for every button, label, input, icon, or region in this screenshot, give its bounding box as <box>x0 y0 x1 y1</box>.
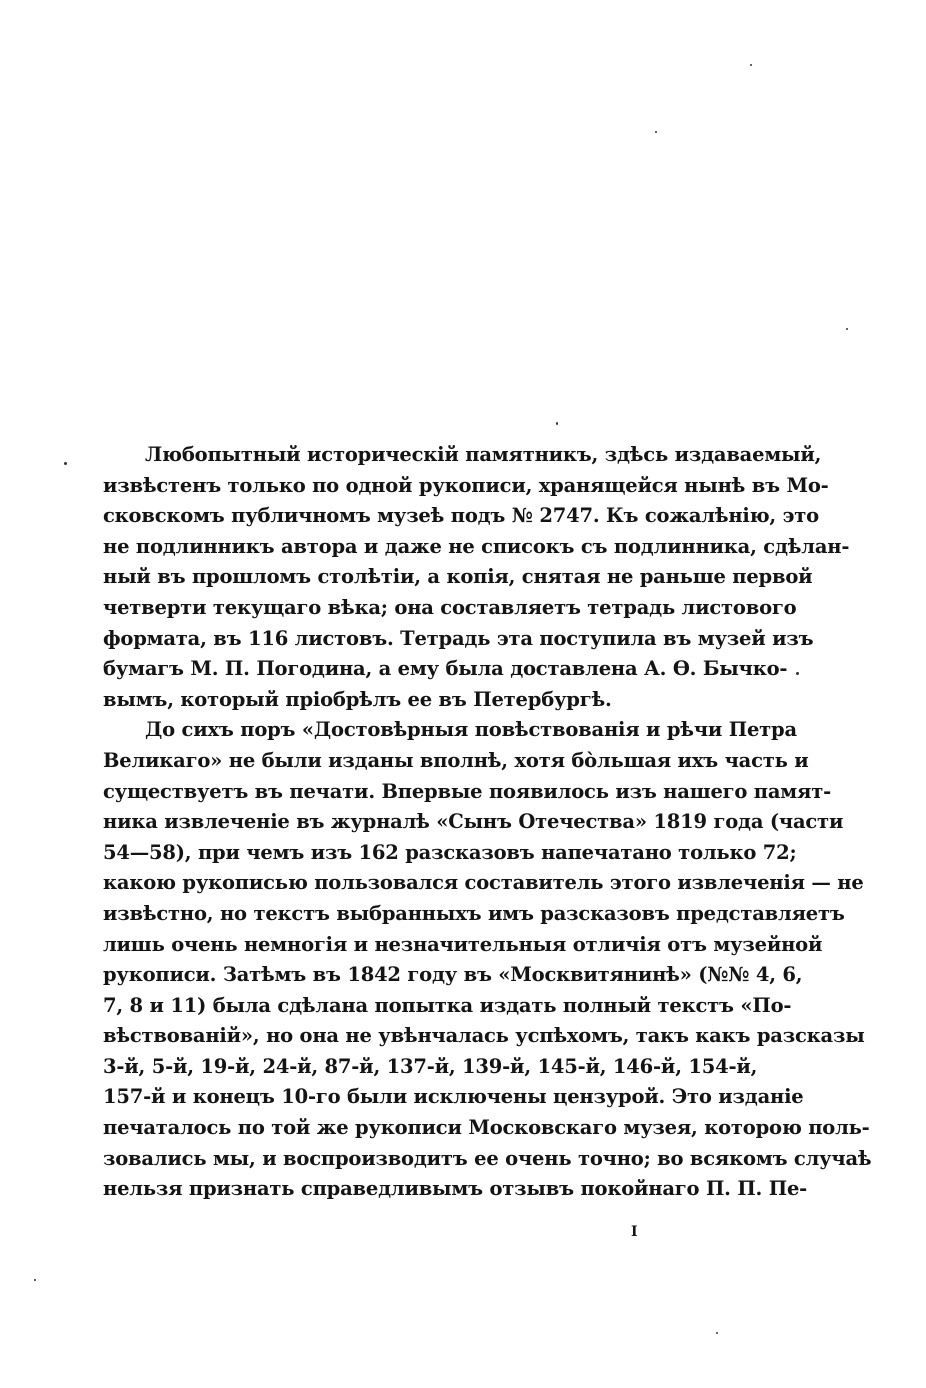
scan-speck <box>64 462 67 465</box>
text-line: лишь очень немногія и незначительныя отличія отъ музейной <box>103 932 823 956</box>
text-line: 157-й и конецъ 10-го были исключены цензурой. Это изданіе <box>103 1085 804 1109</box>
scan-speck <box>796 672 799 675</box>
signature-mark: I <box>631 1224 638 1240</box>
text-line: 3-й, 5-й, 19-й, 24-й, 87-й, 137-й, 139-й, 145-й, 146-й, 154-й, <box>103 1054 758 1078</box>
text-line: вымъ, который пріобрѣлъ ее въ Петербургѣ. <box>103 687 612 711</box>
text-line: сковскомъ публичномъ музеѣ подъ № 2747. Къ сожалѣнію, это <box>103 504 819 528</box>
text-line: извѣстенъ только по одной рукописи, хранящейся нынѣ въ Мо- <box>103 473 829 497</box>
text-line: формата, въ 116 листовъ. Тетрадь эта поступила въ музей изъ <box>103 626 814 650</box>
scan-speck <box>750 64 752 66</box>
text-line: Великаго» не были изданы вполнѣ, хотя бо̀льшая ихъ часть и <box>103 748 809 772</box>
text-line: ника извлеченіе въ журналѣ «Сынъ Отечества» 1819 года (части <box>103 810 844 834</box>
paragraph-2 <box>103 715 872 1205</box>
text-line: четверти текущаго вѣка; она составляетъ тетрадь листового <box>103 595 797 619</box>
text-line: бумагъ М. П. Погодина, а ему была доставлена А. Ѳ. Бычко- <box>103 657 788 681</box>
text-line: извѣстно, но текстъ выбранныхъ имъ разсказовъ представляетъ <box>103 901 845 925</box>
text-line: Любопытный историческій памятникъ, здѣсь издаваемый, <box>145 443 822 466</box>
paragraph-1 <box>103 440 850 715</box>
text-line: печаталось по той же рукописи Московскаго музея, которою поль- <box>103 1116 870 1140</box>
text-line: нельзя признать справедливымъ отзывъ покойнаго П. П. Пе- <box>103 1177 808 1201</box>
scan-speck <box>655 131 657 133</box>
text-line: не подлинникъ автора и даже не списокъ съ подлинника, сдѣлан- <box>103 534 850 558</box>
text-line: 7, 8 и 11) была сдѣлана попытка издать полный текстъ «По- <box>103 993 792 1017</box>
body-text <box>103 440 872 1205</box>
text-line: существуетъ въ печати. Впервые появилось изъ нашего памят- <box>103 779 832 803</box>
text-line: До сихъ поръ «Достовѣрныя повѣствованія и рѣчи Петра <box>145 718 797 742</box>
text-line: 54—58), при чемъ изъ 162 разсказовъ напечатано только 72; <box>103 840 797 864</box>
scan-speck <box>34 1279 36 1281</box>
scan-speck <box>716 1332 718 1334</box>
text-line: ный въ прошломъ столѣтіи, а копія, снятая не раньше первой <box>103 565 813 589</box>
scan-speck <box>556 422 558 425</box>
scan-speck <box>846 328 848 330</box>
text-line: зовались мы, и воспроизводитъ ее очень точно; во всякомъ случаѣ <box>103 1146 872 1170</box>
text-line: вѣствованій», но она не увѣнчалась успѣхомъ, такъ какъ разсказы <box>103 1024 865 1048</box>
text-line: рукописи. Затѣмъ въ 1842 году въ «Москвитянинѣ» (№№ 4, 6, <box>103 963 803 987</box>
text-line: какою рукописью пользовался составитель этого извлеченія — не <box>103 871 864 895</box>
